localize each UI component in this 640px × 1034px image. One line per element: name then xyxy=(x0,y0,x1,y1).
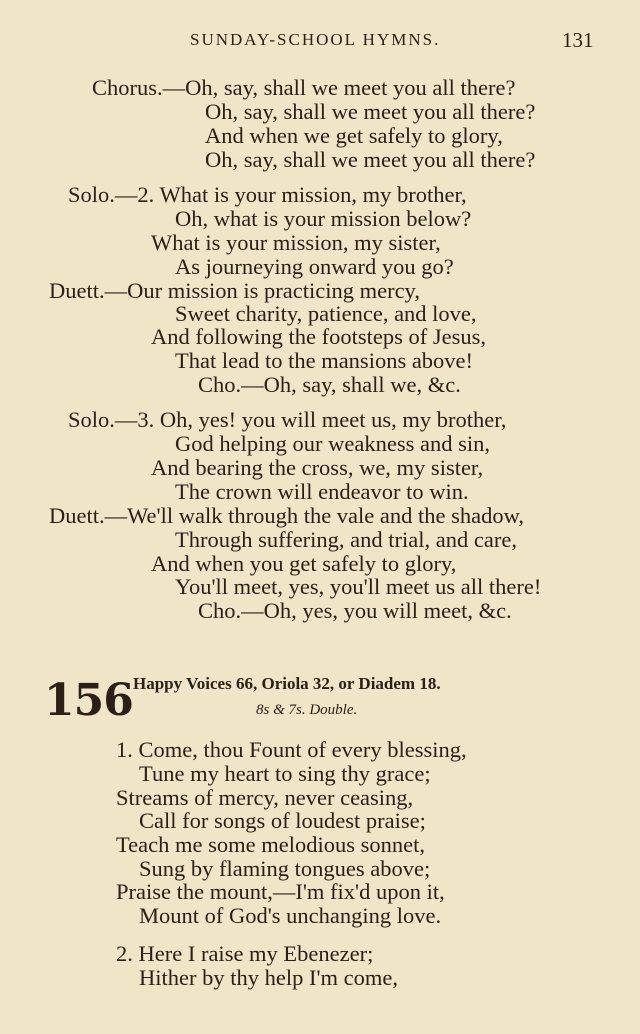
verse-line: And following the footsteps of Jesus, xyxy=(151,324,486,349)
verse-line: And bearing the cross, we, my sister, xyxy=(151,455,484,480)
hymn-line: Tune my heart to sing thy grace; xyxy=(139,761,431,786)
verse-line: Sweet charity, patience, and love, xyxy=(175,301,477,326)
hymn-line: Call for songs of loudest praise; xyxy=(139,808,426,833)
chorus-line: Chorus.—Oh, say, shall we meet you all there? xyxy=(92,75,516,100)
running-title: SUNDAY-SCHOOL HYMNS. xyxy=(190,30,441,49)
verse-line: As journeying onward you go? xyxy=(175,254,454,279)
verse-line: The crown will endeavor to win. xyxy=(175,479,469,504)
chorus-line: Oh, say, shall we meet you all there? xyxy=(205,99,536,124)
hymn-number: 156 xyxy=(44,675,133,726)
running-header xyxy=(0,28,640,56)
verse-line: Solo.—3. Oh, yes! you will meet us, my brother, xyxy=(68,407,507,432)
verse-line: What is your mission, my sister, xyxy=(151,230,441,255)
verse-line: God helping our weakness and sin, xyxy=(175,431,490,456)
hymn-line: Mount of God's unchanging love. xyxy=(139,903,442,928)
page-number: 131 xyxy=(562,28,594,52)
verse-line: And when you get safely to glory, xyxy=(151,551,457,576)
hymn-line: Sung by flaming tongues above; xyxy=(139,856,431,881)
verse-line: That lead to the mansions above! xyxy=(175,348,474,373)
verse-line: You'll meet, yes, you'll meet us all there! xyxy=(175,574,542,599)
tune-names: Happy Voices 66, Oriola 32, or Diadem 18. xyxy=(133,674,441,693)
hymn-line: Praise the mount,—I'm fix'd upon it, xyxy=(116,879,445,904)
verse-line: Through suffering, and trial, and care, xyxy=(175,527,517,552)
chorus-line: And when we get safely to glory, xyxy=(205,123,503,148)
chorus-line: Oh, say, shall we meet you all there? xyxy=(205,147,536,172)
hymn-line: Teach me some melodious sonnet, xyxy=(116,832,425,857)
chorus-ref: Cho.—Oh, say, shall we, &c. xyxy=(198,372,461,397)
chorus-ref: Cho.—Oh, yes, you will meet, &c. xyxy=(198,598,512,623)
hymn-line: 2. Here I raise my Ebenezer; xyxy=(116,941,374,966)
hymn-line: Hither by thy help I'm come, xyxy=(139,965,398,990)
verse-line: Solo.—2. What is your mission, my brother, xyxy=(68,182,467,207)
hymn-line: Streams of mercy, never ceasing, xyxy=(116,785,414,810)
verse-line: Duett.—Our mission is practicing mercy, xyxy=(49,278,420,303)
verse-line: Duett.—We'll walk through the vale and the shadow, xyxy=(49,503,525,528)
meter: 8s & 7s. Double. xyxy=(256,702,358,718)
hymn-line: 1. Come, thou Fount of every blessing, xyxy=(116,737,467,762)
verse-line: Oh, what is your mission below? xyxy=(175,206,472,231)
